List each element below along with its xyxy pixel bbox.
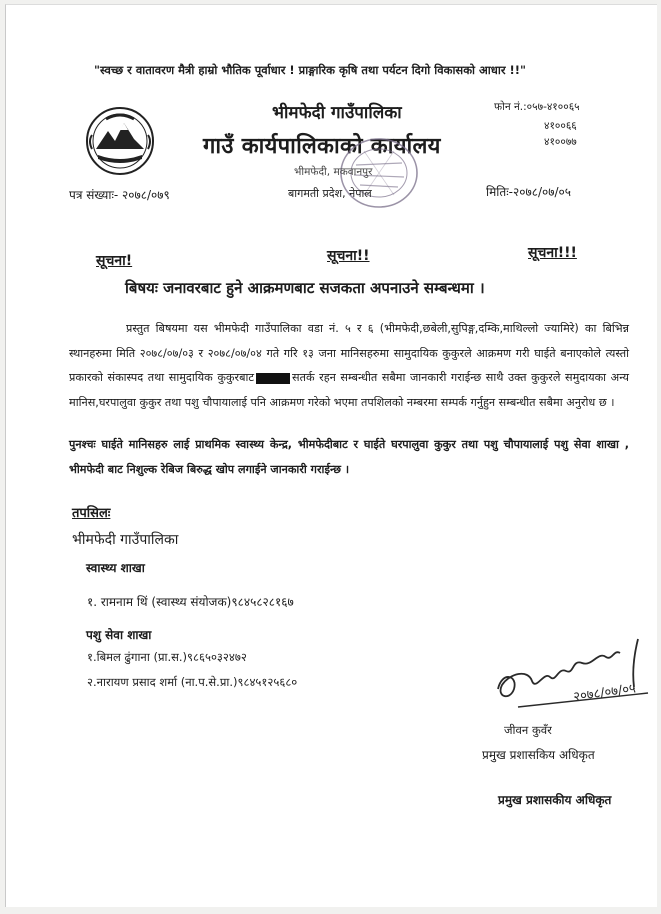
letter-page — [5, 4, 657, 907]
signature-date-text: २०७८/०७/०५ — [572, 681, 637, 705]
notice-heading-2: सूचना!! — [327, 248, 370, 264]
details-organization: भीमफेदी गाउँपालिका — [72, 532, 179, 548]
phone-number-3: ४१००७७ — [544, 136, 577, 148]
details-heading: तपसिलः — [72, 506, 111, 521]
body-paragraph-1 — [69, 317, 629, 415]
signatory-name: जीवन कुवँर — [504, 723, 552, 737]
vet-contact-2: २.नारायण प्रसाद शर्मा (ना.प.से.प्रा.)९८४५१२५६८० — [87, 675, 298, 689]
reference-number: पत्र संख्याः- २०७८/०७९ — [69, 188, 170, 202]
redaction-mark — [256, 373, 290, 384]
office-title: गाउँ कार्यपालिकाको कार्यालय — [203, 134, 441, 159]
motto-slogan: "स्वच्छ र वातावरण मैत्री हाम्रो भौतिक पूर्वाधार ! प्राङ्गारिक कृषि तथा पर्यटन दिगो विकासको आधार !!" — [94, 63, 527, 77]
address-line-2: बागमती प्रदेश, नेपाल — [288, 187, 372, 200]
signatory-title-printed: प्रमुख प्रशासकीय अधिकृत — [498, 793, 612, 807]
health-contact: १. रामनाम थिं (स्वास्थ्य संयोजक)९८४५८२८१६७ — [87, 595, 294, 609]
office-name: भीमफेदी गाउँपालिका — [272, 103, 402, 123]
handwritten-signature — [488, 631, 656, 717]
postscript-paragraph: पुनश्चः घाईते मानिसहरु लाई प्राथमिक स्वास्थ्य केन्द्र, भीमफेदीबाट र घाईते घरपालुवा कुकुर तथा पशु चौपायालाई पशु सेवा शाखा , भीमफेदी बाट निशुल्क रेबिज बिरुद्ध खोप लगाईने जानकारी गराईन्छ । — [69, 438, 629, 476]
phone-number-2: ४१००६६ — [544, 120, 577, 132]
subject-line: बिषयः जनावरबाट हुने आक्रमणबाट सजकता अपनाउने सम्बन्धमा । — [125, 279, 485, 297]
body-paragraph-1-part-2: सतर्क रहन सम्बन्धीत सबैमा जानकारी गराईन्छ साथै उक्त कुकुरले समुदायका अन्य मानिस,घरपालुवा कुकुर तथा पशु चौपायालाई पनि आक्रमण गरेको भएमा तपशिलको नम्बरमा सम्पर्क गर्नुहुन सम्बन्धीत सबैमा अनुरोध छ । — [69, 371, 629, 409]
notice-heading-3: सूचना!!! — [528, 245, 577, 261]
signatory-title: प्रमुख प्रशासकिय अधिकृत — [482, 748, 595, 762]
notice-heading-1: सूचना! — [96, 253, 133, 269]
address-line-1: भीमफेदी, मकवानपुर — [294, 166, 373, 178]
body-paragraph-1-part-1: प्रस्तुत बिषयमा यस भीमफेदी गाउँपालिका वडा नं. ५ र ६ (भीमफेदी,छबेली,सुपिङ्ग,दम्कि,माथिल्लो ज्यामिरे) का बिभिन्न स्थानहरुमा मिति २०७८/०७/०३ र २०७८/०७/०४ गते गरि १३ जना मानिसहरुमा सामुदायिक कुकुरले आक्रमण गरी घाईते बनाएकोले त्यस्तो प्रकारको संकास्पद तथा सामुदायिक कुकुरबाट — [69, 322, 629, 384]
government-emblem-icon — [84, 105, 156, 177]
vet-branch-heading: पशु सेवा शाखा — [86, 628, 152, 642]
letter-date: मितिः-२०७८/०७/०५ — [486, 185, 571, 199]
phone-number-1: फोन नं.:०५७-४१००६५ — [494, 101, 580, 113]
health-branch-heading: स्वास्थ्य शाखा — [86, 561, 145, 575]
vet-contact-1: १.बिमल ढुंगाना (प्रा.स.)९८६५०३२४७२ — [87, 650, 247, 664]
